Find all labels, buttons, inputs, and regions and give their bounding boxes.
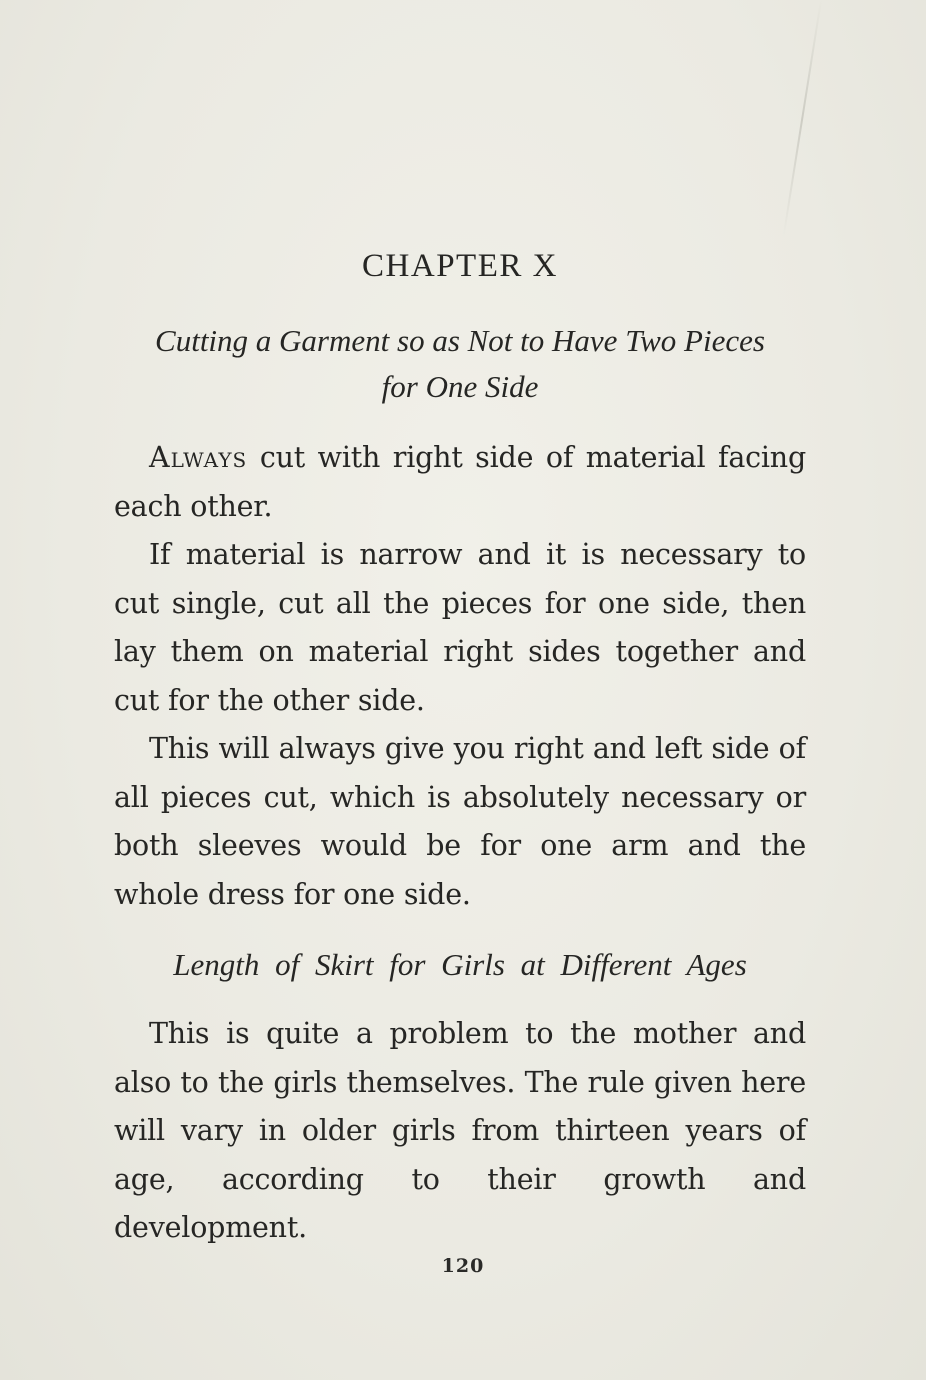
paragraph-narrow-material: If material is narrow and it is necessary to cut single, cut all the pieces for one side, then lay them on material right sides together and cut for the other side. <box>114 538 806 717</box>
section-heading-cutting-garment <box>114 318 806 410</box>
paragraph-text: cut with right side of material facing each other. <box>114 441 806 523</box>
page-crease <box>782 0 822 237</box>
section-heading-line-2: for One Side <box>381 369 539 404</box>
page-number: 120 <box>441 1255 485 1277</box>
chapter-title: CHAPTER X <box>362 248 558 284</box>
section-heading-skirt-length: Length of Skirt for Girls at Different Ages <box>173 947 747 982</box>
paragraph-lead-word: Always <box>149 441 248 474</box>
section-heading-line-1: Cutting a Garment so as Not to Have Two Pieces <box>155 323 765 358</box>
section-body-cutting-garment <box>114 434 806 919</box>
section-body-skirt-length <box>114 1010 806 1253</box>
paragraph-skirt-problem: This is quite a problem to the mother and also to the girls themselves. The rule given here will vary in older girls from thirteen years of age, according to their growth and development. <box>114 1017 806 1244</box>
paragraph-always <box>114 434 806 531</box>
paragraph-right-left-side: This will always give you right and left side of all pieces cut, which is absolutely necessary or both sleeves would be for one arm and the whole dress for one side. <box>114 732 806 911</box>
